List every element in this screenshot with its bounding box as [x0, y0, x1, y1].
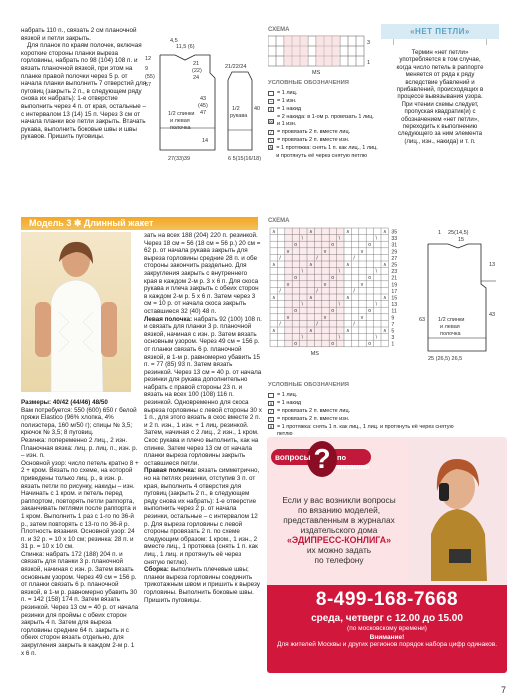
row-label: 17 — [391, 288, 398, 295]
stitch-symbol: \ — [375, 235, 377, 242]
stitch-symbol: ∧ — [272, 328, 276, 334]
symbol-knit-icon — [268, 91, 274, 96]
ms-label: MS — [310, 350, 319, 357]
stitch-symbol: \ — [338, 268, 340, 275]
stitch-symbol: \ — [338, 235, 340, 242]
stitch-symbol: o — [368, 242, 371, 249]
ad-box — [267, 437, 507, 673]
stitch-symbol: \ — [301, 235, 303, 242]
left-front: набрать 92 (100) 108 п. и связать для планки 3 р. планочной вязкой, начиная с изн. р. Затем вязать основным узором. Через 49 см = 156 р. от планки связать 6 р. планочной вязкой, в 1-м р. равномерно убавить 15 п. = 77 (85) 93 п. Затем вязать резинкой. Через 13 см = 40 р. от начала резинки для рукава дополнительно набрать с правой стороны 23 п. и вязать на всех 100 (108) 116 п. резинкой. Одновременно для скоса выреза горловины с левой стороны 30 x 1 п., для этого вязать в скос вместе 2 п. и 2 п. изн., 1 изн. + 1 лиц. резинкой. Затем, начиная с 2 лиц., 2 изн., 1 кром. Скос рукава и плечо выполнить, как на спинке. Затем через 13 см от начала планки выреза горловины закрыть оставшиеся петли. — [144, 315, 262, 467]
legend-item: \ = провязать 2 п. вместе изн. — [268, 416, 468, 424]
stitch-symbol: o — [294, 275, 297, 282]
stitch-symbol: ∧ — [346, 229, 350, 235]
row-label: 27 — [391, 255, 398, 262]
svg-text:47: 47 — [200, 110, 207, 116]
scheme1-grid — [268, 34, 378, 76]
row-label: 1 — [391, 341, 395, 348]
symbol-yarnover-icon: o — [269, 400, 273, 406]
main-pattern: Основной узор: число петель кратно 8 + 2 + кром. Вязать по схеме, на которой приведены только лиц. р., в изн. р. вязать петли по рисунку, накиды – изн. Начинать с 1 кром. и петель перед раппортом, повторять петли раппорта, заканчивать петлями после раппорта и 1 кром. Выполнить 1 раз с 1-го по 36-й р., затем повторять с 13-го по 36-й р. — [21, 459, 139, 528]
row-label: 1 — [367, 60, 371, 66]
legend-item: = 1 лиц. — [268, 392, 468, 400]
symbol-knit-icon — [268, 393, 274, 398]
stitch-symbol: ∧ — [272, 229, 276, 235]
badge-top: вопросы — [275, 453, 311, 462]
row-label: 11 — [391, 308, 397, 315]
row-label: 9 — [391, 315, 395, 322]
svg-text:9: 9 — [145, 66, 149, 72]
svg-text:63: 63 — [419, 317, 426, 323]
row-label: 7 — [391, 321, 395, 328]
stitch-symbol: \ — [301, 334, 303, 341]
row-label: 33 — [391, 236, 398, 243]
phone-hours: среда, четверг с 12.00 до 15.00 — [311, 613, 463, 624]
row-label: 29 — [391, 249, 398, 256]
no-loop-title: «НЕТ ПЕТЛИ» — [381, 24, 499, 39]
row-label: 21 — [391, 275, 398, 282]
stitch-symbol: ∧ — [272, 262, 276, 268]
scheme2-grid — [268, 226, 418, 358]
sizes: Размеры: 40/42 (44/46) 48/50 — [21, 399, 108, 406]
model-header: Модель 3 ✱ Длинный жакет — [29, 218, 154, 228]
stitch-symbol: \ — [338, 334, 340, 341]
ad-text — [271, 495, 407, 565]
row-label: 3 — [391, 335, 395, 342]
stitch-symbol: v — [323, 248, 327, 255]
stitch-symbol: / — [353, 255, 355, 262]
svg-text:43: 43 — [200, 96, 207, 102]
svg-text:1/2 спинки и левая пол: 1/2 спинки и левая полочка — [438, 317, 465, 337]
model-photo — [21, 232, 131, 392]
stitch-symbol: ∧ — [309, 229, 313, 235]
svg-text:(45): (45) — [198, 103, 208, 109]
ad-line: издательского дома — [300, 525, 378, 535]
column1 — [21, 399, 139, 657]
stitch-symbol: v — [360, 281, 364, 288]
stitch-symbol: v — [286, 314, 290, 321]
svg-text:27(33)39: 27(33)39 — [168, 156, 191, 162]
symbol-double-yarnover-icon: oo — [269, 118, 275, 124]
svg-text:40: 40 — [254, 106, 261, 112]
measure-label: 4,5 — [170, 38, 178, 44]
right-front-title: Правая полочка: — [144, 467, 197, 475]
top-text-paragraph: Для планок по краям полочек, включая короткие стороны планки выреза горловины, набрать по 98 (104) 108 п. и вязать планочной вязкой, при этом на планке правой полочки через 5 р. от начала планки выполнить 7 отверстий для пуговиц (закрыть 2 п., в следующем ряду снова их набрать): 1-е отверстие выполнить через 4 п. от края, остальные – с интервалом 13 (14) 15 п. Через 3 см от начала планки все петли закрыть. Втачать рукава, выполнить боковые швы и швы рукавов. Пришить пуговицы. — [21, 42, 147, 141]
stitch-symbol: ∧ — [309, 262, 313, 268]
legend2-title: УСЛОВНЫЕ ОБОЗНАЧЕНИЯ — [268, 382, 349, 388]
symbol-ssk-icon: ∧ — [269, 145, 273, 150]
top-text-line: набрать 110 п., связать 2 см планочной вязкой и петли закрыть. — [21, 27, 137, 42]
no-loop-text: Термин «нет петли» употребляется в том случае, когда число петель в раппорте меняется от ряда к ряду вследствие убавлений и прибавлений, происходящих в процессе вывязывания узора. При чтении схемы следует, пропуская квадратик(и) с обозначением «нет петли», переходить к выполнению следующего за ним элемента (лиц., изн., накида) и т. п. — [396, 49, 484, 145]
svg-text:43: 43 — [489, 312, 496, 318]
back: Спинка: набрать 172 (188) 204 п. и связать для планки 3 р. планочной вязкой, начиная с изн. р. Затем вязать основным узором. Через 49 см = 156 р. от планки связать 6 р. планочной вязкой, в 1-м р. равномерно убавить 30 п. = 142 (158) 174 п. Затем вязать резинкой. Через 13 см = 40 р. от начала резинки для проймы с обеих сторон закрыть 4 п. Затем для выреза горловины средние 64 п. закрыть и с обеих сторон вязать отдельно, для закругления закрыть в каждом 2-м р. 1 x 6 п. — [21, 550, 139, 657]
stitch-symbol: / — [279, 288, 281, 295]
svg-text:(55): (55) — [145, 74, 155, 80]
row-label: 31 — [391, 242, 398, 249]
density: Плотность вязания. Основной узор: 24 п. и 32 р. = 10 x 10 см; резинка: 28 п. и 31 р. = 10 x 10 см. — [21, 528, 135, 551]
phone-number[interactable]: 8-499-168-7668 — [315, 589, 459, 610]
svg-text:1: 1 — [438, 230, 442, 236]
legend1 — [268, 80, 378, 161]
row-label: 19 — [391, 282, 398, 289]
model-header-bar — [21, 217, 258, 230]
legend-item: – = 1 изн. — [269, 97, 297, 104]
legend-item: = 1 лиц. — [268, 90, 378, 98]
col2-text: зать на всех 188 (204) 220 п. резинкой. Через 18 см = 56 (18 см = 56 р.) 20 см = 62 р. от начала рукава закрыть для выреза горловины средние 28 п. и обе стороны закончить раздельно. Для закругления закрыть с внутреннего края в каждом 2-м р. 3 x 6 п. Для скоса рукава и плеча закрыть с обеих сторон в каждом 2-м р. 5 x 6 п. Затем через 3 см = 10 р. от начала скоса закрыть оставшиеся 32 (40) 48 п. — [144, 232, 261, 315]
assembly-title: Сборка: — [144, 566, 169, 574]
stitch-symbol: ∧ — [383, 262, 387, 268]
assembly: выполнить плечевые швы; планки выреза горловины соединить трикотажным швом и пришить к вырезу горловины. Выполнить боковые швы. Пришить пуговицы. — [144, 566, 260, 604]
svg-text:21: 21 — [193, 61, 200, 67]
badge-bottom: по вязанию — [337, 453, 370, 471]
top-pattern-drawing — [140, 30, 270, 170]
svg-text:21/22/24: 21/22/24 — [225, 64, 247, 70]
stitch-symbol: / — [316, 321, 318, 328]
attention: Внимание! — [369, 634, 405, 641]
stitch-symbol: v — [360, 314, 364, 321]
row-label: 5 — [391, 328, 395, 335]
stitch-symbol: \ — [375, 301, 377, 308]
no-loop-box — [381, 24, 499, 209]
stitch-symbol: \ — [301, 301, 303, 308]
legend-item: / = провязать 2 п. вместе лиц. — [268, 408, 468, 416]
svg-text:24: 24 — [193, 75, 200, 81]
right-front: вязать симметрично, но на петлях резинки, отступив 3 п. от края, выполнить 4 отверстия для пуговиц (закрыть 2 п., в следующем ряду снова их набрать): 1-е отверстие выполнить через 2 р. от начала резинки, остальные – с интервалом 12 р. Для выреза горловины с левой стороны провязать 2 п. по схеме следующим образом: 1 кром., 1 изн., 2 вместе лиц., 1 протяжка (снять 1 п. как лиц., 1 лиц. и протянуть её через снятую петлю). — [144, 467, 260, 566]
svg-text:6 5(15(16/18): 6 5(15(16/18) — [228, 156, 262, 162]
measure-bottom: 25 (26,5) 26,5 — [428, 356, 463, 362]
top-left-text — [21, 27, 147, 141]
row-label: 25 — [391, 262, 398, 269]
stitch-symbol: ∧ — [272, 295, 276, 301]
legend2 — [268, 382, 468, 439]
svg-text:12: 12 — [145, 56, 152, 62]
stitch-symbol: \ — [338, 301, 340, 308]
ms-label: MS — [312, 70, 321, 76]
row-label: 35 — [391, 229, 398, 236]
symbol-p2tog-icon: \ — [268, 138, 274, 143]
stitch-symbol: ∧ — [346, 262, 350, 268]
ad-line: Если у вас возникли вопросы — [282, 495, 396, 505]
stitch-symbol: / — [316, 255, 318, 262]
row-label: 23 — [391, 269, 398, 276]
svg-text:1/2 рукава: 1/2 рукава — [230, 106, 248, 119]
ad-line: по телефону — [314, 555, 364, 565]
stitch-symbol: ∧ — [383, 229, 387, 235]
phone-band — [267, 585, 507, 673]
stitch-symbol: \ — [375, 268, 377, 275]
legend-item: o = 1 накид — [269, 105, 302, 112]
symbol-k2tog-icon: / — [268, 409, 274, 414]
rubber: Резинка: попеременно 2 лиц., 2 изн. — [21, 436, 128, 444]
stitch-symbol: v — [286, 281, 290, 288]
phone-tz: (по московскому времени) — [347, 625, 427, 632]
legend-item: o = 1 накид — [269, 399, 302, 406]
ad-line: их можно задать — [306, 545, 372, 555]
row-label: 3 — [367, 40, 371, 46]
legend-item: ∧ = 1 протяжка: снять 1 п. как лиц., 1 лиц. и протянуть её через снятую петлю — [269, 145, 378, 159]
question-icon: ? — [307, 441, 337, 477]
svg-text:1/2 спинки и левая пол: 1/2 спинки и левая полочка — [168, 111, 195, 131]
stitch-symbol: o — [331, 275, 334, 282]
row-label: 15 — [391, 295, 398, 302]
stitch-symbol: / — [279, 255, 281, 262]
symbol-p2tog-icon: \ — [268, 417, 274, 422]
svg-text:15: 15 — [458, 237, 465, 243]
stitch-symbol: ∧ — [309, 328, 313, 334]
stitch-symbol: / — [353, 288, 355, 295]
stitch-symbol: o — [368, 308, 371, 315]
svg-text:14: 14 — [202, 138, 209, 144]
scheme1-title: СХЕМА — [268, 27, 290, 33]
stitch-symbol: o — [331, 308, 334, 315]
woman-figure-icon — [21, 232, 131, 392]
stitch-symbol: o — [368, 341, 371, 348]
ad-brand: «ЭДИПРЕСС-КОНЛИГА» — [287, 535, 391, 545]
stitch-symbol: o — [368, 275, 371, 282]
svg-text:13: 13 — [489, 262, 496, 268]
symbol-purl-icon: – — [269, 98, 273, 104]
stitch-symbol: / — [316, 288, 318, 295]
legend-item: oo = 2 накида: в 1-ом р. провязать 1 лиц. и 1 изн. — [269, 113, 374, 127]
symbol-ssk-icon: ∧ — [269, 423, 273, 429]
materials: Вам потребуется: 550 (600) 650 г белой пряжи Elastico (96% хлопка, 4% полиэстера, 160 м/50 г); спицы № 3,5; крючок № 3,5; 8 пуговиц. — [21, 406, 137, 437]
stitch-symbol: o — [294, 308, 297, 315]
ad-line: по вязанию моделей, — [297, 505, 381, 515]
legend-item: ∧ = 1 протяжка: снять 1 п. как лиц., 1 лиц. и протянуть её через снятую петлю — [269, 423, 454, 437]
bottom-pattern-drawing — [418, 226, 513, 366]
stitch-symbol: \ — [375, 334, 377, 341]
svg-text:57: 57 — [145, 82, 152, 88]
legend1-title: УСЛОВНЫЕ ОБОЗНАЧЕНИЯ — [268, 80, 349, 86]
stitch-symbol: ∧ — [383, 328, 387, 334]
stitch-symbol: o — [331, 242, 334, 249]
measure-label: 11,5 (6) — [176, 44, 195, 50]
stitch-symbol: ∧ — [383, 295, 387, 301]
stitch-symbol: o — [294, 242, 297, 249]
row-label: 13 — [391, 302, 398, 309]
left-front-title: Левая полочка: — [144, 315, 193, 323]
symbol-k2tog-icon: / — [268, 130, 274, 135]
stitch-symbol: / — [353, 321, 355, 328]
woman-phone-icon — [409, 439, 505, 581]
stitch-symbol: v — [323, 314, 327, 321]
legend-item: \ = провязать 2 п. вместе изн. — [268, 137, 378, 145]
stitch-symbol: v — [286, 248, 290, 255]
footnote: Для жителей Москвы и других регионов порядок набора цифр одинаков. — [276, 641, 497, 648]
plank-knit: Планочная вязка: лиц. р. лиц. п., изн. р. – изн. п. — [21, 444, 138, 460]
stitch-symbol: v — [323, 281, 327, 288]
stitch-symbol: v — [360, 248, 364, 255]
stitch-symbol: ∧ — [346, 328, 350, 334]
ad-line: представленным в журналах — [283, 515, 395, 525]
svg-text:(22): (22) — [192, 68, 202, 74]
svg-text:25(14,5): 25(14,5) — [448, 230, 469, 236]
ad-badge — [271, 441, 371, 485]
legend-item: / = провязать 2 п. вместе лиц. — [268, 129, 378, 137]
symbol-yarnover-icon: o — [269, 106, 273, 112]
stitch-symbol: \ — [301, 268, 303, 275]
stitch-symbol: o — [331, 341, 334, 348]
stitch-symbol: o — [294, 341, 297, 348]
stitch-symbol: / — [279, 321, 281, 328]
scheme2-title: СХЕМА — [268, 218, 290, 224]
stitch-symbol: ∧ — [309, 295, 313, 301]
stitch-symbol: ∧ — [346, 295, 350, 301]
page-number: 7 — [501, 685, 507, 695]
column2 — [144, 232, 262, 604]
